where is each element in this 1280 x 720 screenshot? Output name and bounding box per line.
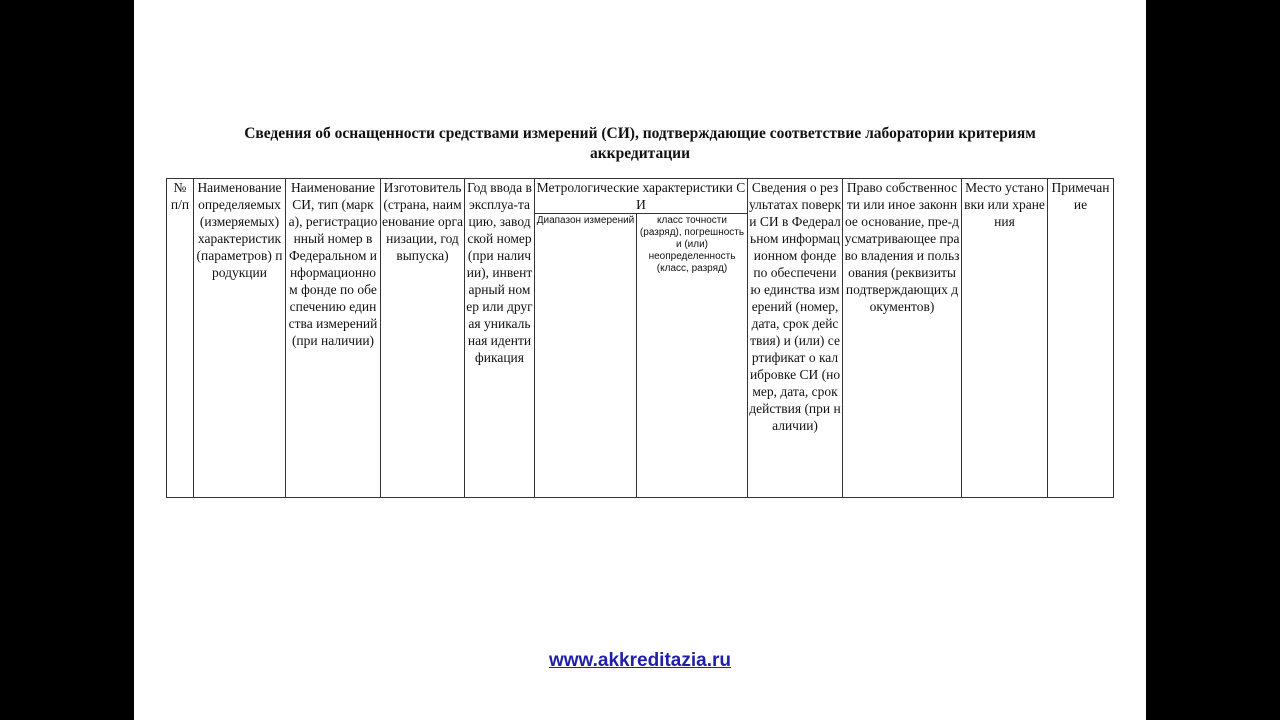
header-number: № п/п bbox=[167, 179, 194, 498]
header-measurement-range: Диапазон измерений bbox=[535, 214, 637, 498]
header-instrument-name: Наименование СИ, тип (марка), регистрационный номер в Федеральном информационном фонде по обеспечению единства измерений (при наличии) bbox=[286, 179, 381, 498]
document-page bbox=[134, 0, 1146, 720]
header-manufacturer: Изготовитель (страна, наименование организации, год выпуска) bbox=[381, 179, 465, 498]
header-location: Место установки или хранения bbox=[962, 179, 1048, 498]
equipment-table bbox=[166, 178, 1114, 498]
website-link[interactable]: www.akkreditazia.ru bbox=[549, 650, 731, 671]
header-ownership: Право собственности или иное законное основание, пре-дусматривающее право владения и пользования (реквизиты подтверждающих документов) bbox=[843, 179, 962, 498]
header-commissioning-year: Год ввода в эксплуа-тацию, заводской номер (при наличии), инвентарный номер или другая уникальная идентификация bbox=[465, 179, 535, 498]
header-accuracy-class: класс точности (разряд), погрешность и (или) неопределенность (класс, разряд) bbox=[637, 214, 748, 498]
header-metrological-characteristics: Метрологические характеристики СИ bbox=[535, 179, 748, 214]
title-line-1: Сведения об оснащенности средствами измерений (СИ), подтверждающие соответствие лаборатории критериям bbox=[244, 125, 1036, 142]
header-notes: Примечание bbox=[1048, 179, 1114, 498]
header-characteristics: Наименование определяемых (измеряемых) характеристик (параметров) продукции bbox=[194, 179, 286, 498]
header-verification-info: Сведения о результатах поверки СИ в Федеральном информационном фонде по обеспечению единства измерений (номер, дата, срок действия) и (или) сертификат о калибровке СИ (номер, дата, срок действия (при наличии) bbox=[748, 179, 843, 498]
document-title bbox=[134, 124, 1146, 164]
title-line-2: аккредитации bbox=[589, 145, 691, 162]
